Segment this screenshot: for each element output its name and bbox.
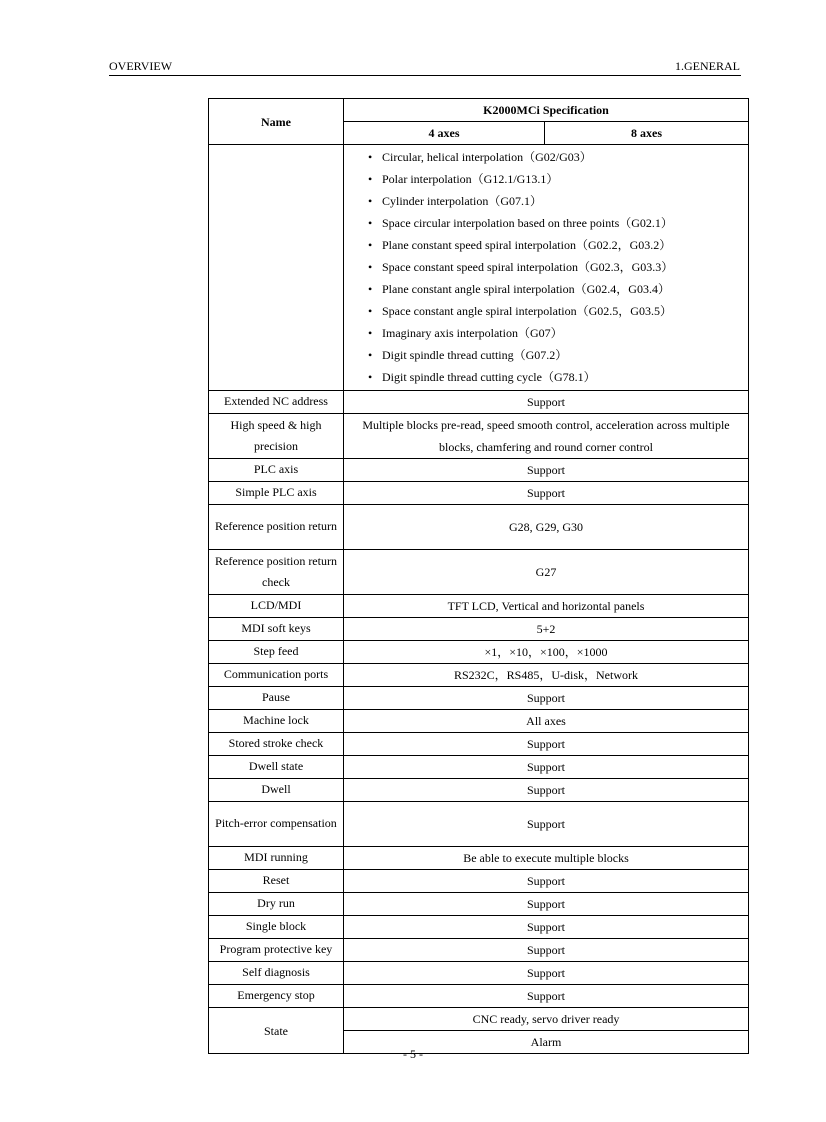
page-number: - 5 - xyxy=(403,1047,423,1061)
spec-value-cell: Support xyxy=(344,779,749,802)
spec-row xyxy=(209,391,749,414)
interpolation-item: • Space constant speed spiral interpolation（G02.3，G03.3） xyxy=(348,256,744,278)
spec-value-cell: RS232C，RS485，U-disk，Network xyxy=(344,664,749,687)
spec-name-cell: Pause xyxy=(209,687,344,710)
spec-row xyxy=(209,847,749,870)
spec-value-cell: Support xyxy=(344,687,749,710)
state-row xyxy=(209,1008,749,1031)
state-value-cell: Alarm xyxy=(344,1031,749,1054)
spec-row xyxy=(209,550,749,595)
spec-value-cell: Support xyxy=(344,756,749,779)
spec-row xyxy=(209,414,749,459)
page-header xyxy=(109,58,741,76)
spec-value-cell: Support xyxy=(344,893,749,916)
spec-row xyxy=(209,733,749,756)
spec-name-cell: Stored stroke check xyxy=(209,733,344,756)
spec-name-cell: Pitch-error compensation xyxy=(209,802,344,847)
spec-name-cell: Communication ports xyxy=(209,664,344,687)
interpolation-item: • Space constant angle spiral interpolation（G02.5，G03.5） xyxy=(348,300,744,322)
spec-row xyxy=(209,756,749,779)
interpolation-item: • Polar interpolation（G12.1/G13.1） xyxy=(348,168,744,190)
spec-value-cell: Support xyxy=(344,870,749,893)
spec-column-header: K2000MCi Specification xyxy=(344,99,749,122)
spec-value-cell: 5+2 xyxy=(344,618,749,641)
spec-value-cell: ×1，×10，×100，×1000 xyxy=(344,641,749,664)
spec-name-cell: Reference position return xyxy=(209,505,344,550)
spec-name-cell: Dwell state xyxy=(209,756,344,779)
spec-row xyxy=(209,505,749,550)
interpolation-item: • Digit spindle thread cutting（G07.2） xyxy=(348,344,744,366)
spec-value-cell: Support xyxy=(344,985,749,1008)
spec-name-cell: MDI running xyxy=(209,847,344,870)
spec-value-cell: All axes xyxy=(344,710,749,733)
spec-name-cell: LCD/MDI xyxy=(209,595,344,618)
interpolation-row xyxy=(209,145,749,391)
spec-row xyxy=(209,687,749,710)
interpolation-item: • Cylinder interpolation（G07.1） xyxy=(348,190,744,212)
spec-row xyxy=(209,802,749,847)
spec-row xyxy=(209,916,749,939)
spec-value-cell: Support xyxy=(344,939,749,962)
spec-row xyxy=(209,779,749,802)
spec-value-cell: Multiple blocks pre-read, speed smooth control, acceleration across multiple blocks, chamfering and round corner control xyxy=(344,414,749,459)
spec-name-cell: Reference position return check xyxy=(209,550,344,595)
spec-row xyxy=(209,618,749,641)
interpolation-item: • Digit spindle thread cutting cycle（G78.1） xyxy=(348,366,744,388)
state-name-cell: State xyxy=(209,1008,344,1054)
interpolation-item: • Plane constant speed spiral interpolation（G02.2，G03.2） xyxy=(348,234,744,256)
spec-row xyxy=(209,962,749,985)
spec-row xyxy=(209,482,749,505)
spec-row xyxy=(209,664,749,687)
spec-name-cell: Extended NC address xyxy=(209,391,344,414)
spec-value-cell: TFT LCD, Vertical and horizontal panels xyxy=(344,595,749,618)
col-4axes-header: 4 axes xyxy=(344,122,545,145)
spec-row xyxy=(209,893,749,916)
spec-row xyxy=(209,985,749,1008)
spec-value-cell: Support xyxy=(344,482,749,505)
spec-name-cell: Simple PLC axis xyxy=(209,482,344,505)
spec-row xyxy=(209,870,749,893)
spec-name-cell: MDI soft keys xyxy=(209,618,344,641)
spec-name-cell: Reset xyxy=(209,870,344,893)
spec-row xyxy=(209,939,749,962)
interpolation-list xyxy=(348,145,744,390)
spec-name-cell: Machine lock xyxy=(209,710,344,733)
interpolation-item: • Space circular interpolation based on three points（G02.1） xyxy=(348,212,744,234)
spec-value-cell: Support xyxy=(344,962,749,985)
header-chapter-title: 1.GENERAL xyxy=(675,59,740,73)
spec-value-cell: Support xyxy=(344,733,749,756)
spec-name-cell: Emergency stop xyxy=(209,985,344,1008)
spec-table xyxy=(208,98,749,1054)
col-8axes-header: 8 axes xyxy=(545,122,749,145)
spec-name-cell: Single block xyxy=(209,916,344,939)
spec-row xyxy=(209,595,749,618)
spec-name-cell: High speed & high precision xyxy=(209,414,344,459)
spec-value-cell: G28, G29, G30 xyxy=(344,505,749,550)
spec-value-cell: Support xyxy=(344,459,749,482)
spec-row xyxy=(209,641,749,664)
state-value-cell: CNC ready, servo driver ready xyxy=(344,1008,749,1031)
header-section-title: OVERVIEW xyxy=(109,59,173,73)
spec-value-cell: G27 xyxy=(344,550,749,595)
spec-value-cell: Support xyxy=(344,916,749,939)
spec-row xyxy=(209,710,749,733)
spec-name-cell: Program protective key xyxy=(209,939,344,962)
interpolation-item: • Circular, helical interpolation（G02/G03） xyxy=(348,146,744,168)
spec-value-cell: Support xyxy=(344,391,749,414)
spec-value-cell: Be able to execute multiple blocks xyxy=(344,847,749,870)
spec-name-cell: PLC axis xyxy=(209,459,344,482)
interpolation-item: • Plane constant angle spiral interpolation（G02.4，G03.4） xyxy=(348,278,744,300)
spec-name-cell: Self diagnosis xyxy=(209,962,344,985)
interpolation-name-cell xyxy=(209,145,344,391)
spec-value-cell: Support xyxy=(344,802,749,847)
spec-row xyxy=(209,459,749,482)
interpolation-list-cell xyxy=(344,145,749,391)
interpolation-item: • Imaginary axis interpolation（G07） xyxy=(348,322,744,344)
spec-name-cell: Dry run xyxy=(209,893,344,916)
spec-name-cell: Dwell xyxy=(209,779,344,802)
name-column-header: Name xyxy=(209,99,344,145)
spec-name-cell: Step feed xyxy=(209,641,344,664)
